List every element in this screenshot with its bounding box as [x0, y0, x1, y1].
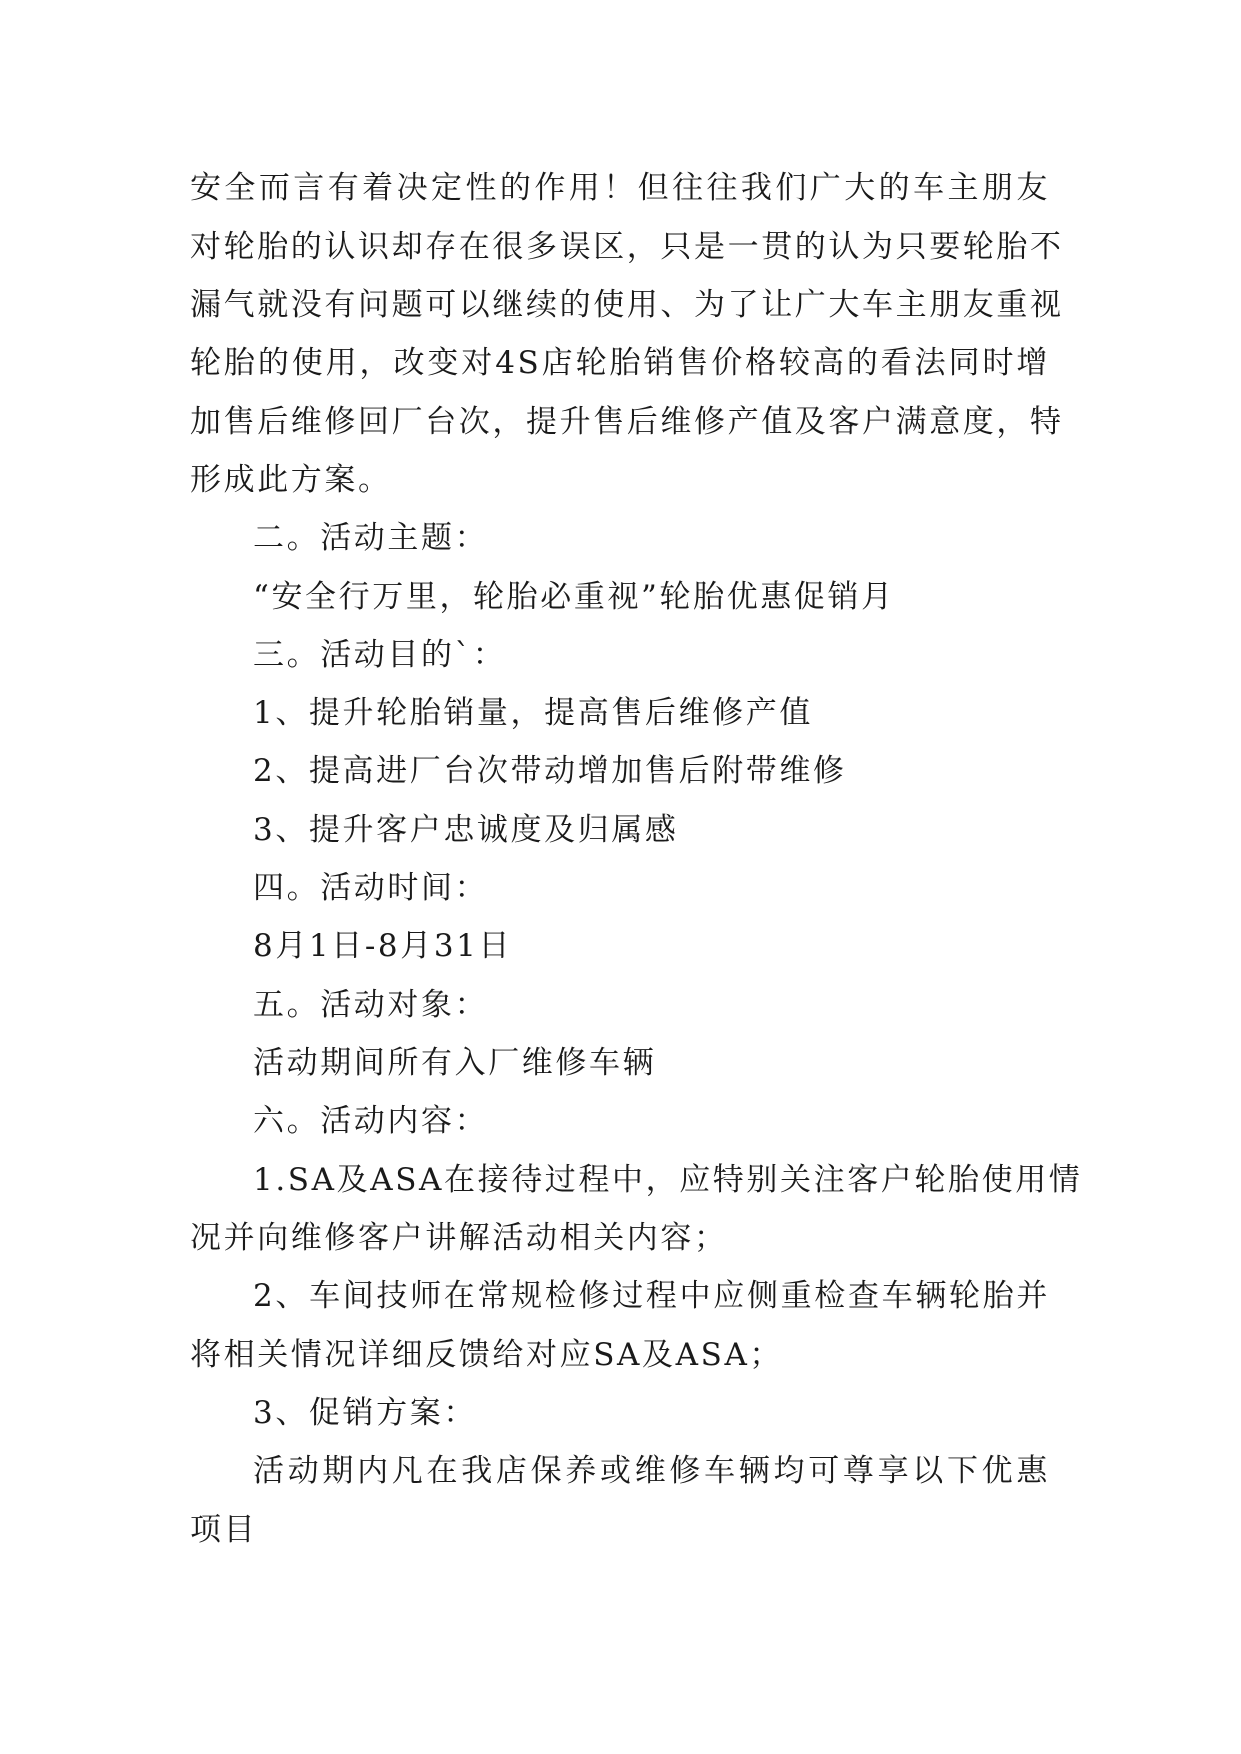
list-item: 3、提升客户忠诚度及归属感 — [253, 812, 679, 848]
activity-theme: “安全行万里，轮胎必重视”轮胎优惠促销月 — [253, 579, 895, 615]
paragraph-line: 安全而言有着决定性的作用！但往往我们广大的车主朋友 — [190, 170, 1050, 206]
section-heading: 六。活动内容： — [253, 1103, 489, 1139]
activity-target: 活动期间所有入厂维修车辆 — [253, 1045, 657, 1081]
paragraph-line: 对轮胎的认识却存在很多误区，只是一贯的认为只要轮胎不 — [190, 229, 1064, 265]
paragraph-line: 活动期内凡在我店保养或维修车辆均可尊享以下优惠 — [253, 1453, 1050, 1489]
activity-dates: 8月1日-8月31日 — [253, 928, 513, 964]
paragraph-line: 况并向维修客户讲解活动相关内容； — [190, 1220, 728, 1256]
list-item: 2、提高进厂台次带动增加售后附带维修 — [253, 753, 847, 789]
section-heading: 二。活动主题： — [253, 520, 489, 556]
paragraph-line: 加售后维修回厂台次，提升售后维修产值及客户满意度，特 — [190, 404, 1064, 440]
paragraph-line: 2、车间技师在常规检修过程中应侧重检查车辆轮胎并 — [253, 1278, 1050, 1314]
paragraph-line: 漏气就没有问题可以继续的使用、为了让广大车主朋友重视 — [190, 287, 1064, 323]
list-item: 1、提升轮胎销量，提高售后维修产值 — [253, 695, 813, 731]
paragraph-line: 将相关情况详细反馈给对应SA及ASA； — [190, 1337, 784, 1373]
section-heading: 五。活动对象： — [253, 987, 489, 1023]
paragraph-line: 项目 — [190, 1512, 258, 1548]
paragraph-line: 1.SA及ASA在接待过程中，应特别关注客户轮胎使用情 — [253, 1162, 1083, 1198]
section-heading: 三。活动目的`： — [253, 637, 507, 673]
paragraph-line: 轮胎的使用，改变对4S店轮胎销售价格较高的看法同时增 — [190, 345, 1050, 381]
paragraph-line: 形成此方案。 — [190, 462, 392, 498]
section-heading: 3、促销方案： — [253, 1395, 477, 1431]
section-heading: 四。活动时间： — [253, 870, 489, 906]
